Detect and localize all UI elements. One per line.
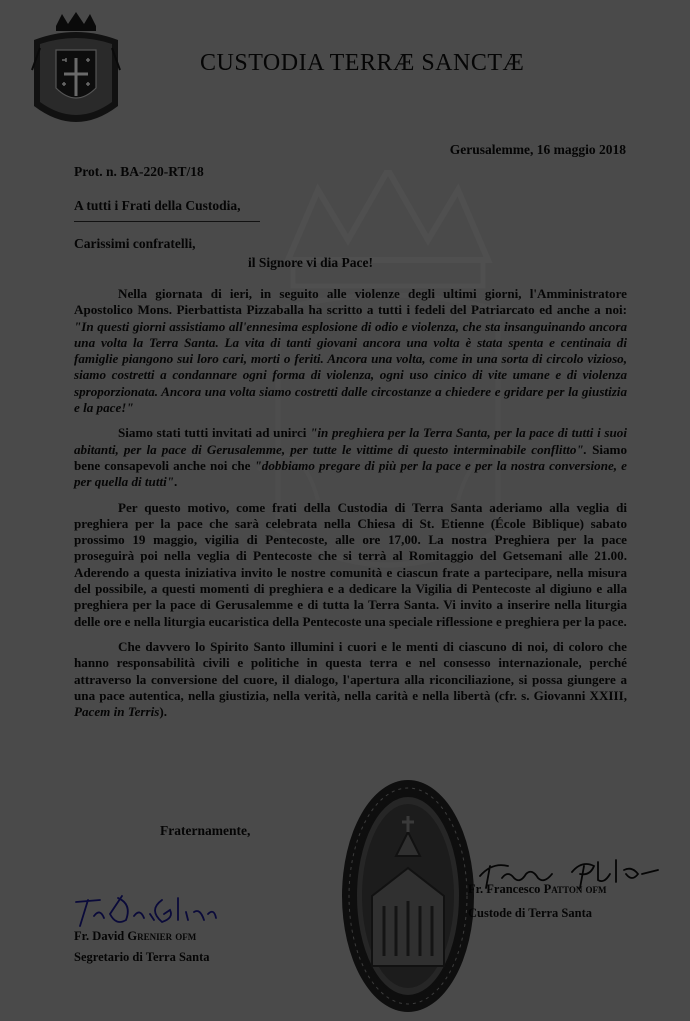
recipients-underline [74,221,260,222]
signature-david-grenier [70,890,220,930]
recipients-line: A tutti i Frati della Custodia, [74,198,241,213]
body-paragraph [74,286,627,416]
custody-seal [338,776,478,1016]
quotation: "In questi giorni assistiamo all'ennesima esplosione di odio e violenza, che sta insanguinando ancora una volta la Terra Santa. La vita di tanti giovani ancora una volta è stata spenta e centinaia di famiglie piangono sui loro cari, morti o feriti. Ancora una volta, come in una sorta di circolo vizioso, siamo costretti a condannare ogni forma di violenza, ogni uso cinico di vite umane e di violenza sproporzionata. Ancora una volta siamo costretti dalle circostanze a chiedere e gridare per la giustizia e la pace!" [74,318,627,416]
peace-greeting: il Signore vi dia Pace! [248,255,373,270]
salutation: Carissimi confratelli, [74,236,196,251]
secretary-title: Segretario di Terra Santa [74,950,210,964]
paragraph-text: Che davvero lo Spirito Santo illumini i cuori e le menti di ciascuno di noi, di coloro che hanno responsabilità civili e politiche in questa terra e nel consesso internazionale, perché attraverso la conversione del cuore, il dialogo, l'apertura alla riconciliazione, si possa giungere a una pace autentica, nella giustizia, nella verità, nella carità e nella libertà (cfr. s. Giovanni XXIII, [74,638,627,703]
quotation: "dobbiamo pregare di più per la pace e per la nostra conversione, e per quella di tutti" [74,457,627,490]
surname: Patton [543,882,583,896]
paragraph-text: . [174,474,178,490]
order-suffix: ofm [172,929,197,943]
secretary-name [74,929,196,944]
letter-body [74,286,627,729]
paragraph-text: Siamo stati tutti invitati ad unirci [118,425,311,441]
paragraph-text: Nella giornata di ieri, in seguito alle violenze degli ultimi giorni, l'Amministratore Apostolico Mons. Pierbattista Pizzaballa ha scritto a tutti i fedeli del Patriarcato ed anche a noi: [74,286,627,318]
letterhead-title: CUSTODIA TERRÆ SANCTÆ [200,50,525,76]
custos-title: Custode di Terra Santa [468,906,592,920]
letter-date: Gerusalemme, 16 maggio 2018 [449,142,626,157]
paragraph-text: Per questo motivo, come frati della Custodia di Terra Santa aderiamo alla veglia di preghiera per la pace che sarà celebrata nella Chiesa di St. Etienne (École Biblique) sabato prossimo 19 maggio, vigilia di Pentecoste, alle ore 17,00. La nostra Preghiera per la pace proseguirà poi nella veglia di Pentecoste che si terrà al Romitaggio del Getsemani alle 21.00. Aderendo a questa iniziativa invito le nostre comunità e ciascun frate a partecipare, nella misura del possibile, a questi momenti di preghiera e a dedicare la Vigilia di Pentecoste al digiuno e alla preghiera per la pace di Gerusalemme e di tutta la Terra Santa. Vi invito a inserire nella liturgia delle ore e nella liturgia eucaristica della Pentecoste una speciale riflessione e preghiera per la pace. [74,499,627,629]
surname: Grenier [127,929,173,943]
body-paragraph [74,425,627,490]
paragraph-text: Siamo bene consapevoli anche noi che [74,441,627,473]
paragraph-text: ). [159,704,167,720]
order-suffix: ofm [582,882,607,896]
body-paragraph [74,639,627,720]
closing-line: Fraternamente, [160,823,251,838]
protocol-number: Prot. n. BA-220-RT/18 [74,164,204,179]
encyclical-title: Pacem in Terris [74,704,160,720]
name-prefix: Fr. David [74,929,128,943]
quotation: "in preghiera per la Terra Santa, per la pace di tutti i suoi abitanti, per la pace di Gerusalemme, per tutte le vittime di questo interminabile conflitto". [74,425,627,457]
custos-name [468,882,607,897]
custody-coat-of-arms-logo [26,10,126,134]
body-paragraph [74,500,627,630]
name-prefix: Fr. Francesco [468,882,544,896]
